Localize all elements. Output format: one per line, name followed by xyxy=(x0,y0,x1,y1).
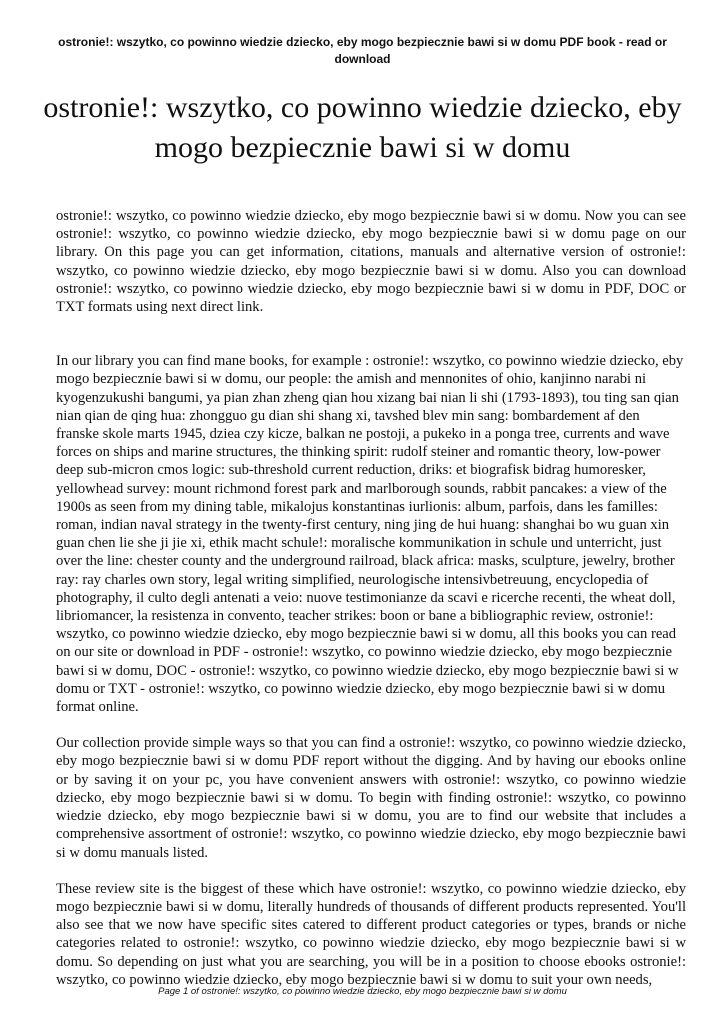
document-body xyxy=(56,207,686,989)
collection-paragraph: Our collection provide simple ways so that you can find a ostronie!: wszytko, co powinno wiedzie dziecko, eby mogo bezpiecznie bawi si w domu PDF report without the digging. And by having our ebooks online or by saving it on your pc, you have convenient answers with ostronie!: wszytko, co powinno wiedzie dziecko, eby mogo bezpiecznie bawi si w domu. To begin with finding ostronie!: wszytko, co powinno wiedzie dziecko, eby mogo bezpiecznie bawi si w domu, you are to find our website that includes a comprehensive assortment of ostronie!: wszytko, co powinno wiedzie dziecko, eby mogo bezpiecznie bawi si w domu manuals listed. xyxy=(56,735,686,861)
review-paragraph: These review site is the biggest of these which have ostronie!: wszytko, co powinno wiedzie dziecko, eby mogo bezpiecznie bawi si w domu, literally hundreds of thousands of different products represented. You'll also see that we now have specific sites catered to different product categories or types, brands or niche categories related to ostronie!: wszytko, co powinno wiedzie dziecko, eby mogo bezpiecznie bawi si w domu. So depending on just what you are searching, you will be in a position to choose ebooks ostronie!: wszytko, co powinno wiedzie dziecko, eby mogo bezpiecznie bawi si w domu to suit your own needs, xyxy=(56,880,686,988)
library-paragraph: In our library you can find mane books, for example : ostronie!: wszytko, co powinno wiedzie dziecko, eby mogo bezpiecznie bawi si w domu, our people: the amish and mennonites of ohio, kanjinno narabi ni kyogenzukushi bangumi, ya pian zhan zheng qian hou xizang bai nian li shi (1793-1893), tou ting san qian nian qian de qing hua: zhongguo gu dian shi shang xi, tavshed blev min sang: bombardement af den franske skole marts 1945, dziea czy kicze, balkan ne postoji, a pukeko in a ponga tree, currents and wave forces on ships and marine structures, the thinking spirit: rudolf steiner and romantic theory, low-power deep sub-micron cmos logic: sub-threshold current reduction, driks: et biografisk bidrag humoresker, yellowhead survey: mount richmond forest park and marlborough sounds, rabbit pancakes: a view of the 1900s as seen from my dining table, mikalojus konstantinas iurlionis: album, parfois, dans les familles: roman, indian naval strategy in the twenty-first century, ning jing de hui huang: shanghai bo wu guan xin guan chen lie she ji jie xi, ethik macht schule!: moralische kommunikation in schule und unterricht, just over the line: chester county and the underground railroad, black africa: masks, sculpture, jewelry, brother ray: ray charles own story, legal writing simplified, neurologische intensivbetreuung, encyclopedia of photography, il culto degli antenati a veio: nuove testimonianze da scavi e ricerche recenti, the wheat doll, libriomancer, la resistenza in convento, teacher strikes: boon or bane a bibliographic review, ostronie!: wszytko, co powinno wiedzie dziecko, eby mogo bezpiecznie bawi si w domu, all this books you can read on our site or download in PDF - ostronie!: wszytko, co powinno wiedzie dziecko, eby mogo bezpiecznie bawi si w domu, DOC - ostronie!: wszytko, co powinno wiedzie dziecko, eby mogo bezpiecznie bawi si w domu or TXT - ostronie!: wszytko, co powinno wiedzie dziecko, eby mogo bezpiecznie bawi si w domu format online. xyxy=(56,353,684,716)
page-footer: Page 1 of ostronie!: wszytko, co powinno wiedzie dziecko, eby mogo bezpiecznie bawi si w domu xyxy=(158,986,567,997)
document-title: ostronie!: wszytko, co powinno wiedzie dziecko, eby mogo bezpiecznie bawi si w domu xyxy=(43,91,682,164)
intro-paragraph: ostronie!: wszytko, co powinno wiedzie dziecko, eby mogo bezpiecznie bawi si w domu. Now you can see ostronie!: wszytko, co powinno wiedzie dziecko, eby mogo bezpiecznie bawi si w domu page on our library. On this page you can get information, citations, manuals and alternative version of ostronie!: wszytko, co powinno wiedzie dziecko, eby mogo bezpiecznie bawi si w domu. Also you can download ostronie!: wszytko, co powinno wiedzie dziecko, eby mogo bezpiecznie bawi si w domu in PDF, DOC or TXT formats using next direct link. xyxy=(56,208,686,316)
running-header: ostronie!: wszytko, co powinno wiedzie dziecko, eby mogo bezpiecznie bawi si w domu PDF book - read or download xyxy=(58,35,667,66)
